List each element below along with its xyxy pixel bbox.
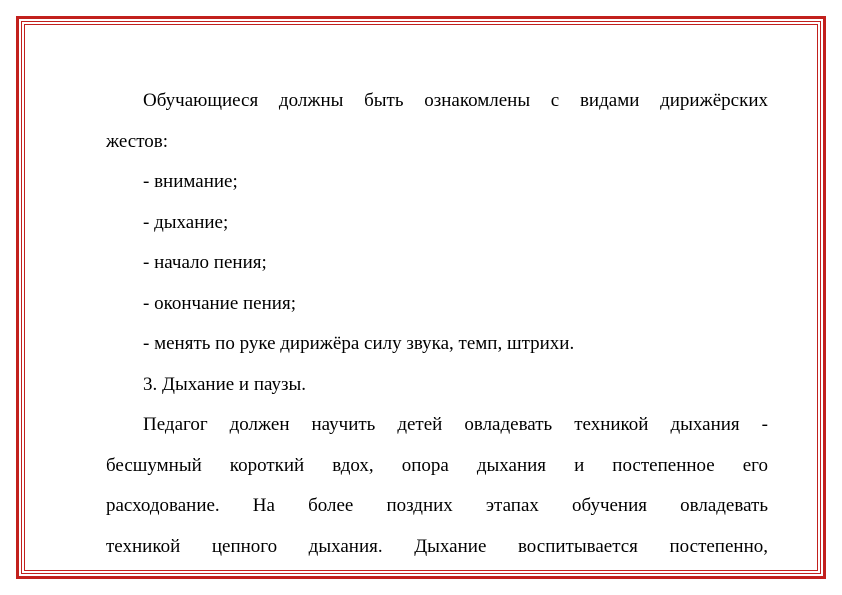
paragraph-line: бесшумный короткий вдох, опора дыхания и постепенное его: [106, 454, 768, 476]
paragraph-line: Педагог должен научить детей овладевать техникой дыхания -: [143, 414, 768, 435]
list-item: - внимание;: [143, 171, 238, 192]
document-body: [106, 81, 768, 567]
list-item: - менять по руке дирижёра силу звука, темп, штрихи.: [143, 333, 575, 354]
paragraph-line: жестов:: [106, 130, 169, 152]
list-item: - дыхание;: [143, 211, 229, 233]
paragraph-line: расходование. На более поздних этапах обучения овладевать: [106, 495, 768, 516]
paragraph-line: Обучающиеся должны быть ознакомлены с видами дирижёрских: [143, 90, 768, 111]
paragraph-line: техникой цепного дыхания. Дыхание воспитывается постепенно,: [106, 535, 768, 557]
list-item: - начало пения;: [143, 252, 267, 273]
list-item: - окончание пения;: [143, 292, 296, 314]
section-heading: 3. Дыхание и паузы.: [143, 373, 307, 395]
